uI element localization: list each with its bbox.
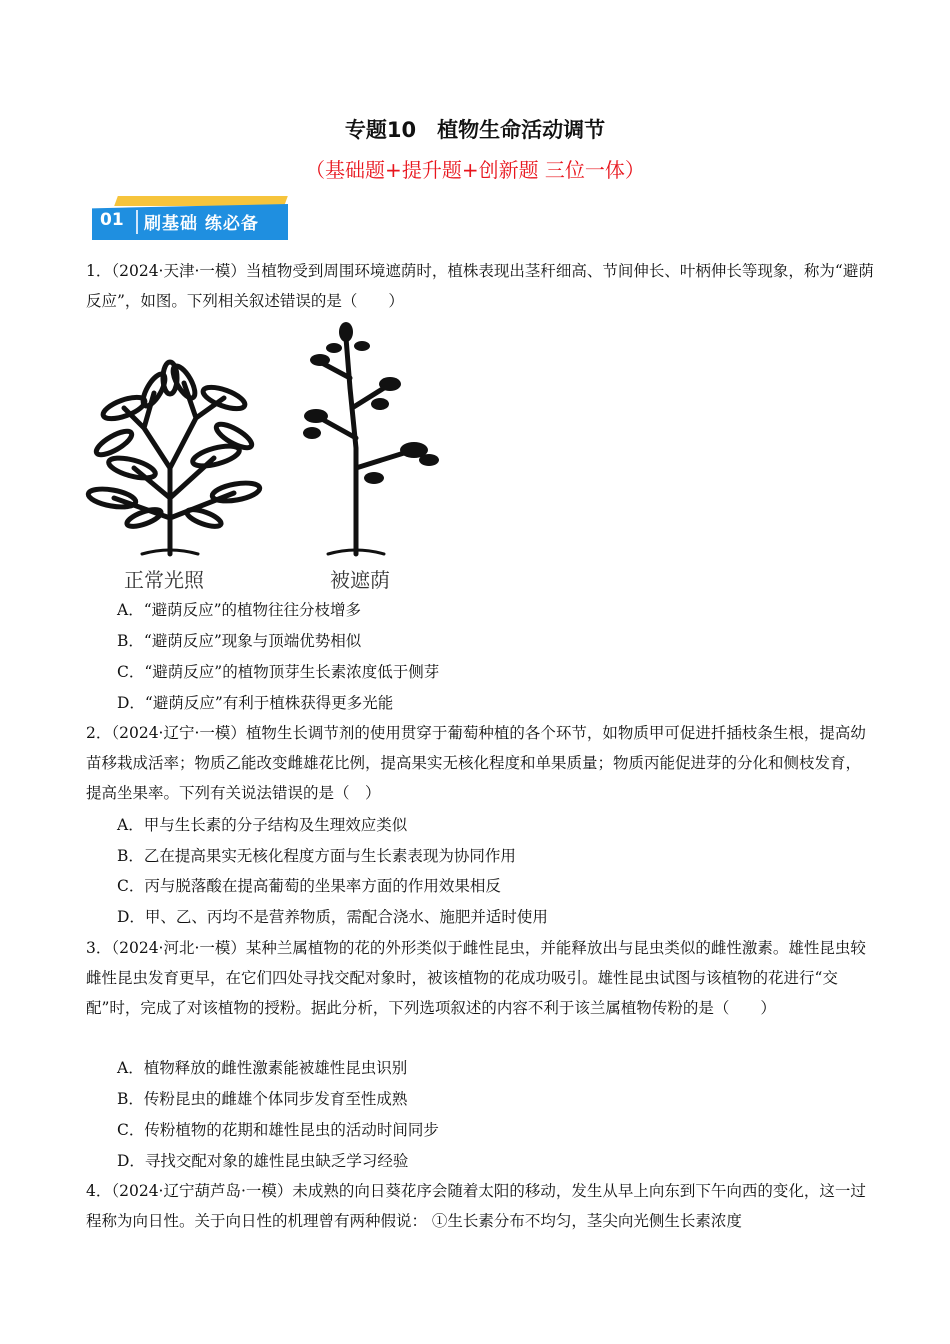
page-title: 专题10 植物生命活动调节 xyxy=(344,118,606,142)
question-1-option-c: C．“避荫反应”的植物顶芽生长素浓度低于侧芽 xyxy=(117,663,440,681)
plant-illustration xyxy=(84,318,454,568)
question-1-option-b: B．“避荫反应”现象与顶端优势相似 xyxy=(117,632,362,650)
section-badge xyxy=(86,196,290,244)
question-2-option-d: D．甲、乙、丙均不是营养物质，需配合浇水、施肥并适时使用 xyxy=(117,908,548,926)
question-3-option-c: C．传粉植物的花期和雄性昆虫的活动时间同步 xyxy=(117,1121,439,1139)
question-3-stem: 3．（2024·河北·一模）某种兰属植物的花的外形类似于雌性昆虫，并能释放出与昆虫类似的雌性激素。雄性昆虫较雌性昆虫发育更早，在它们四处寻找交配对象时，被该植物的花成功吸引。雄性昆虫试图与该植物的花进行“交配”时，完成了对该植物的授粉。据此分析，下列选项叙述的内容不利于该兰属植物传粉的是（ ） xyxy=(86,939,866,1017)
question-1-stem: 1．（2024·天津·一模）当植物受到周围环境遮荫时，植株表现出茎秆细高、节间伸长、叶柄伸长等现象，称为“避荫反应”，如图。下列相关叙述错误的是（ ） xyxy=(86,262,874,310)
question-1-figure xyxy=(84,318,454,596)
question-2-option-a: A．甲与生长素的分子结构及生理效应类似 xyxy=(117,816,408,834)
badge-accent-stripe xyxy=(114,196,288,206)
page-subtitle: （基础题+提升题+创新题 三位一体） xyxy=(305,158,645,182)
question-1-option-d: D．“避荫反应”有利于植株获得更多光能 xyxy=(117,694,394,712)
question-3-option-d: D．寻找交配对象的雄性昆虫缺乏学习经验 xyxy=(117,1152,409,1170)
section-label: 刷基础 练必备 xyxy=(144,214,259,234)
shaded-plant-icon xyxy=(303,322,439,554)
caption-normal-light: 正常光照 xyxy=(124,568,204,592)
caption-shaded: 被遮荫 xyxy=(330,568,390,592)
normal-light-plant-icon xyxy=(87,362,261,554)
question-3-option-b: B．传粉昆虫的雌雄个体同步发育至性成熟 xyxy=(117,1090,408,1108)
question-3-option-a: A．植物释放的雌性激素能被雄性昆虫识别 xyxy=(117,1059,408,1077)
question-1-option-a: A．“避荫反应”的植物往往分枝增多 xyxy=(117,601,362,619)
question-4-stem: 4．（2024·辽宁葫芦岛·一模）未成熟的向日葵花序会随着太阳的移动，发生从早上向东到下午向西的变化，这一过程称为向日性。关于向日性的机理曾有两种假说： ①生长素分布不均匀，茎尖向光侧生长素浓度 xyxy=(86,1182,866,1230)
question-2-stem: 2．（2024·辽宁·一模）植物生长调节剂的使用贯穿于葡萄种植的各个环节，如物质甲可促进扦插枝条生根，提高幼苗移栽成活率；物质乙能改变雌雄花比例，提高果实无核化程度和单果质量；物质丙能促进芽的分化和侧枝发育，提高坐果率。下列有关说法错误的是（ ） xyxy=(86,724,866,802)
question-2-option-b: B．乙在提高果实无核化程度方面与生长素表现为协同作用 xyxy=(117,847,516,865)
question-2-option-c: C．丙与脱落酸在提高葡萄的坐果率方面的作用效果相反 xyxy=(117,877,501,895)
section-number: 01 xyxy=(100,210,124,230)
badge-divider xyxy=(136,210,138,234)
